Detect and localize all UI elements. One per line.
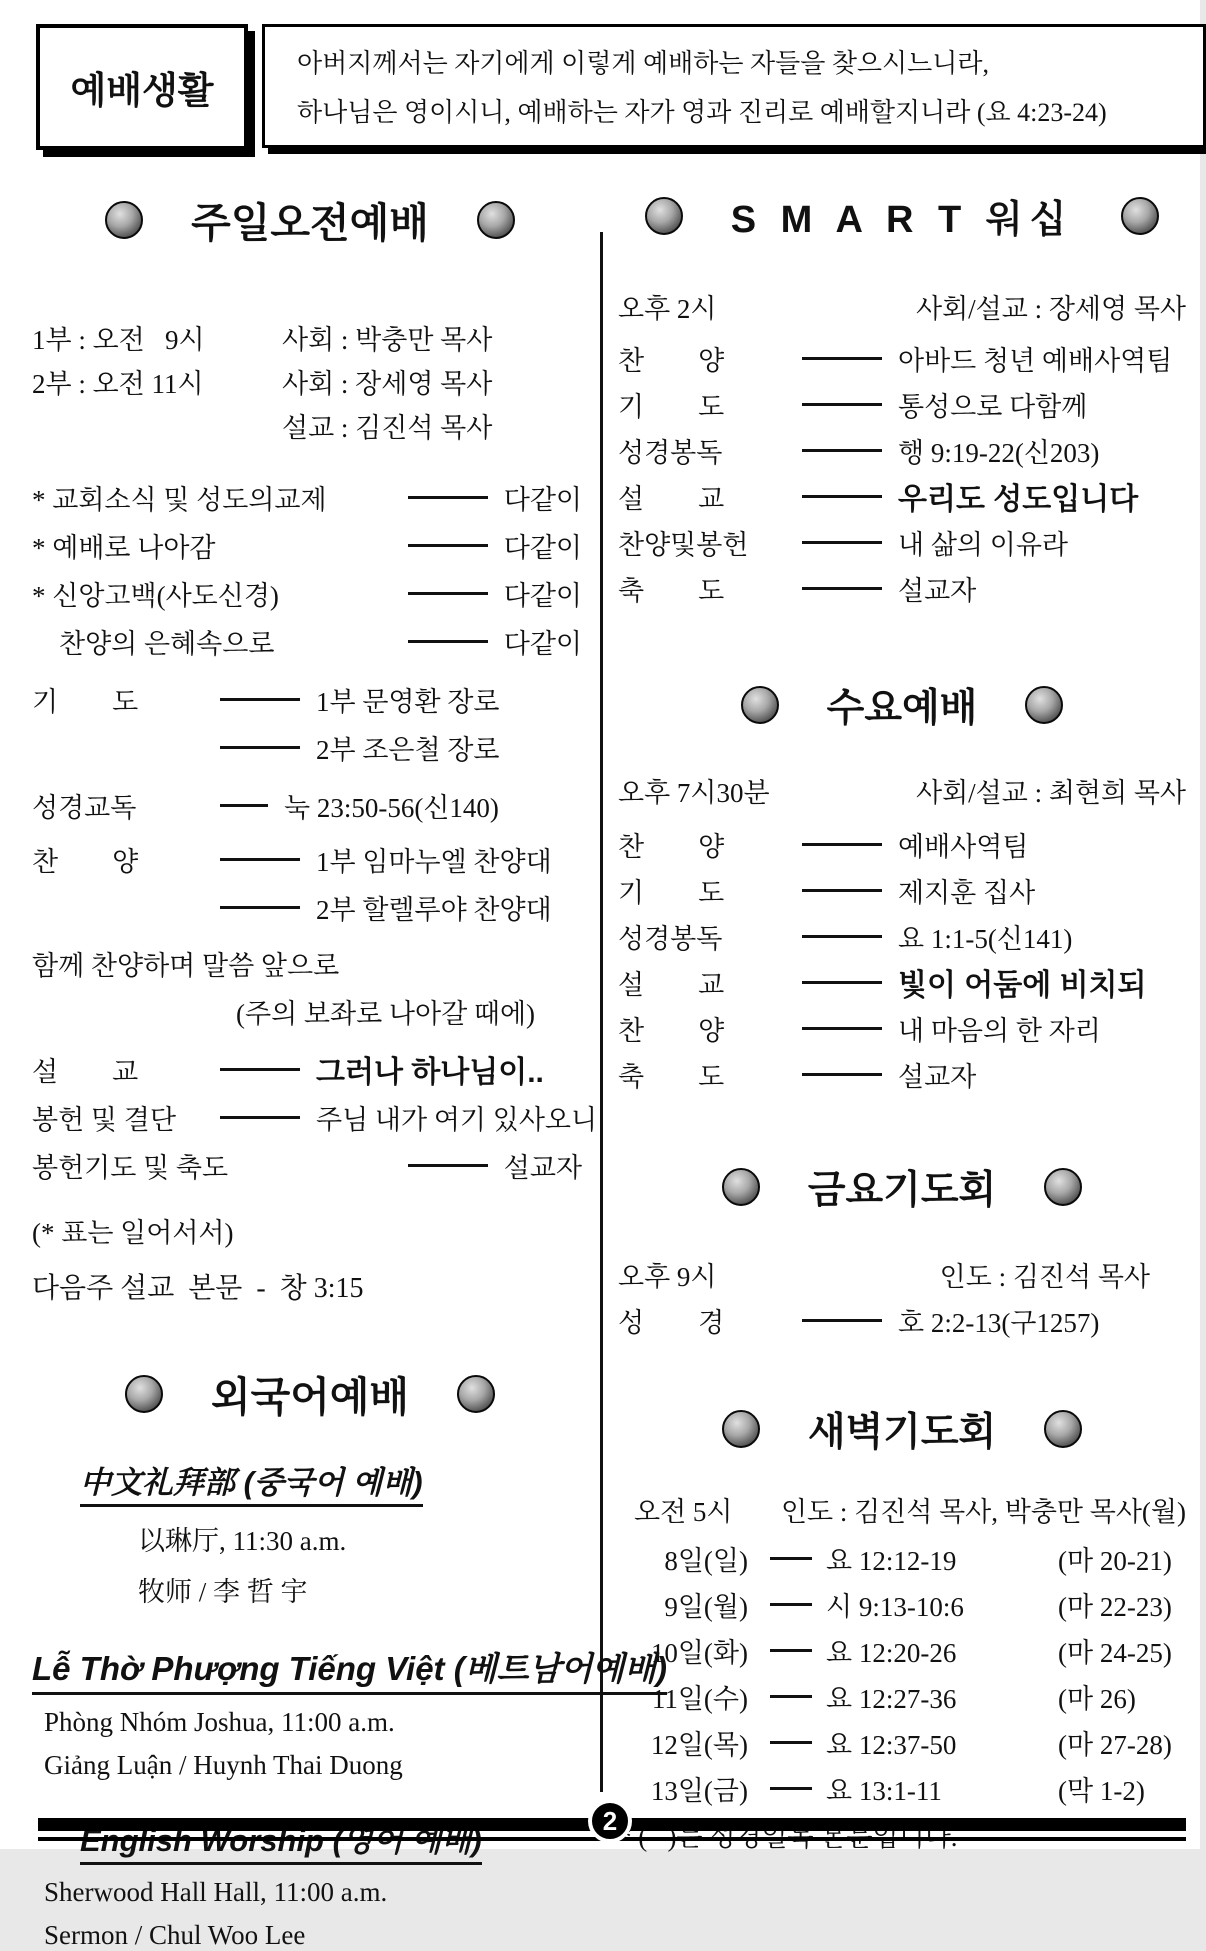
order-dash [802,935,882,938]
order-item-label: 찬 양 [618,831,725,862]
vietnamese-worship-preacher: Giảng Luận / Huynh Thai Duong [44,1750,403,1780]
order-item-label: * 교회소식 및 성도의교제 [32,484,327,515]
friday-prayer-title [618,1159,1186,1215]
order-item-label: 성경교독 [32,792,137,823]
order-dash [220,698,300,701]
bullet-ball-icon [105,201,143,239]
dawn-day-row [618,1719,1186,1765]
order-item-label: 축 도 [618,575,725,606]
column-divider [600,232,603,1792]
order-dash [770,1603,812,1606]
order-row [618,1051,1186,1097]
order-item-value: 내 마음의 한 자리 [898,1015,1101,1046]
bullet-ball-icon [1044,1168,1082,1206]
order-dash [408,640,488,643]
order-dash [802,449,882,452]
section-title-text: 수요예배 [826,687,978,730]
order-item-label: * 예배로 나아감 [32,532,216,563]
order-dash [408,544,488,547]
verse-box [262,24,1206,148]
dawn-day-row [618,1765,1186,1811]
bullet-ball-icon [722,1168,760,1206]
order-dash [802,541,882,544]
friday-time-row [618,1251,1186,1297]
dawn-reading: (마 26) [1058,1683,1136,1714]
dawn-day: 11일(수) [651,1683,748,1714]
order-item-value: 1부 임마누엘 찬양대 [316,846,552,877]
dawn-time-row [618,1487,1186,1531]
service-role: 사회 : 장세영 목사 [282,368,493,399]
order-item-value: 다같이 [503,628,582,659]
order-item-value: 행 9:19-22(신203) [898,437,1100,468]
order-dash [220,746,300,749]
order-dash [802,889,882,892]
order-row [618,1297,1186,1343]
order-item-label: 설 교 [618,483,725,514]
order-item-label: 성경봉독 [618,437,723,468]
order-item-value: 우리도 성도입니다 [898,483,1139,516]
dawn-day: 12일(목) [650,1729,748,1760]
order-row [32,1141,588,1189]
dawn-day-row [618,1673,1186,1719]
dawn-day-row [618,1535,1186,1581]
order-item-label: * 신앙고백(사도신경) [32,580,279,611]
order-row [32,1045,588,1093]
order-item-value: 설교자 [503,1152,582,1183]
order-dash [802,843,882,846]
section-title-text: 금요기도회 [807,1169,997,1212]
section-title-text: S M A R T 워십 [730,199,1074,241]
order-row [32,723,588,771]
smart-worship-title [618,188,1186,243]
order-item-value: 설교자 [898,575,977,606]
order-item-value: 빛이 어둠에 비치되 [898,969,1147,1002]
order-row [618,913,1186,959]
schedule-row [32,315,588,359]
order-dash [220,1116,300,1119]
bullet-ball-icon [125,1375,163,1413]
order-row [618,427,1186,473]
dawn-day: 13일(금) [650,1775,748,1806]
order-item-value: 2부 할렐루야 찬양대 [316,894,552,925]
order-row [618,867,1186,913]
service-time: 오전 5시 [634,1496,733,1527]
order-dash [802,1073,882,1076]
service-leader: 사회/설교 : 장세영 목사 [916,293,1186,324]
order-row [618,959,1186,1005]
section-tag-label: 예배생활 [70,70,214,111]
friday-order-list [618,1297,1186,1343]
dawn-day-row [618,1581,1186,1627]
order-item-value: 통성으로 다함께 [898,391,1088,422]
order-dash [802,1027,882,1030]
order-dash [220,804,268,807]
order-row [32,675,588,723]
chinese-worship-pastor: 牧师 / 李 哲 宇 [138,1577,308,1607]
order-dash [802,587,882,590]
section-title-text: 외국어예배 [210,1374,410,1420]
order-row [32,987,588,1035]
order-row [618,381,1186,427]
chinese-worship-place: 以琳厅, 11:30 a.m. [138,1526,347,1556]
order-dash [802,981,882,984]
order-item-label: 설 교 [618,969,725,1000]
order-row [32,1093,598,1141]
order-item-label: 기 도 [618,877,725,908]
dawn-scripture: 요 13:1-11 [826,1775,942,1806]
bullet-ball-icon [741,686,779,724]
dawn-scripture: 요 12:12-19 [826,1545,957,1576]
order-dash [802,1319,882,1322]
order-row [618,473,1186,519]
order-item-value: 다같이 [503,532,582,563]
order-item-label: 성 경 [618,1307,725,1338]
order-dash [770,1787,812,1790]
bullet-ball-icon [457,1375,495,1413]
order-row [32,781,588,829]
order-item-label: 찬양의 은혜속으로 [32,628,275,659]
right-column [618,160,1186,1854]
schedule-row [32,403,588,447]
dawn-reading: (마 20-21) [1058,1545,1172,1576]
left-column [32,160,667,1951]
order-dash [770,1695,812,1698]
order-item-label: 찬 양 [618,345,725,376]
order-row [618,335,1186,381]
order-item-value: 그러나 하나님이.. [316,1056,544,1089]
order-dash [770,1649,812,1652]
order-item-label: 기 도 [618,391,725,422]
order-row [32,617,588,665]
order-item-value: 요 1:1-5(신141) [898,923,1073,954]
order-item-value: 2부 조은철 장로 [316,734,500,765]
order-item-value: 내 삶의 이유라 [898,529,1068,560]
service-leader: 인도 : 김진석 목사, 박충만 목사(월) [780,1496,1186,1527]
foreign-worship-title [32,1364,588,1423]
bullet-ball-icon [1044,1410,1082,1448]
order-item-label: 성경봉독 [618,923,723,954]
order-item-value: 주님 내가 여기 있사오니 [316,1104,598,1135]
bullet-ball-icon [1025,686,1063,724]
schedule-row [32,359,588,403]
order-item-value: 다같이 [503,580,582,611]
bullet-ball-icon [722,1410,760,1448]
dawn-scripture: 요 12:20-26 [826,1637,957,1668]
order-dash [770,1741,812,1744]
service-time: 1부 : 오전 9시 [32,324,205,355]
order-item-label: 찬 양 [618,1015,725,1046]
order-item-value: 1부 문영환 장로 [316,686,500,717]
order-dash [802,357,882,360]
order-item-value: 눅 23:50-56(신140) [284,792,499,823]
service-leader: 인도 : 김진석 목사 [939,1261,1150,1292]
morning-schedule-list [32,315,588,447]
order-row [618,1005,1186,1051]
order-dash [220,906,300,909]
order-item-label: 설 교 [32,1056,139,1087]
section-tag-box [36,24,248,150]
order-row [32,521,588,569]
service-time: 오후 7시30분 [618,777,770,808]
order-row [32,569,588,617]
order-item-label: 함께 찬양하며 말씀 앞으로 [32,950,340,981]
order-row [618,519,1186,565]
order-row [32,883,588,931]
dawn-prayer-title [618,1401,1186,1457]
order-item-value: 아바드 청년 예배사역팀 [898,345,1173,376]
dawn-reading: (마 24-25) [1058,1637,1172,1668]
section-title-text: 새벽기도회 [807,1411,997,1454]
sunday-morning-title [32,190,588,249]
dawn-schedule-list [618,1535,1186,1811]
order-dash [220,858,300,861]
morning-order-list [32,473,598,1189]
order-item-value: 다같이 [503,484,582,515]
verse-line: 하나님은 영이시니, 예배하는 자가 영과 진리로 예배할지니라 (요 4:23-24) [297,98,1107,127]
order-item-value: 제지훈 집사 [898,877,1036,908]
dawn-scripture: 요 12:27-36 [826,1683,957,1714]
dawn-reading: (막 1-2) [1058,1775,1145,1806]
smart-time-row [618,283,1186,329]
order-row [618,821,1186,867]
service-time: 오후 2시 [618,293,717,324]
order-item-value: 예배사역팀 [898,831,1029,862]
bullet-ball-icon [1121,197,1159,235]
dawn-day-row [618,1627,1186,1673]
dawn-day: 10일(화) [650,1637,748,1668]
order-item-value: 호 2:2-13(구1257) [898,1307,1100,1338]
order-item-label: 기 도 [32,686,139,717]
order-item-value: (주의 보좌로 나아갈 때에) [236,998,536,1029]
smart-order-list [618,335,1186,611]
order-row [32,939,588,987]
order-item-label: 찬 양 [32,846,139,877]
order-dash [802,495,882,498]
dawn-scripture: 요 12:37-50 [826,1729,957,1760]
wednesday-order-list [618,821,1186,1097]
order-item-label: 봉헌 및 결단 [32,1104,176,1135]
order-row [32,835,588,883]
dawn-reading: (마 27-28) [1058,1729,1172,1760]
next-week-sermon: 다음주 설교 본문 - 창 3:15 [32,1273,364,1304]
order-dash [408,1164,488,1167]
order-dash [408,496,488,499]
service-time: 2부 : 오전 11시 [32,368,204,399]
order-dash [408,592,488,595]
chinese-worship-heading: 中文礼拜部 (중국어 예배) [80,1457,423,1507]
service-role: 설교 : 김진석 목사 [282,412,493,443]
service-time: 오후 9시 [618,1261,717,1292]
vietnamese-worship-place: Phòng Nhóm Joshua, 11:00 a.m. [44,1707,395,1737]
order-item-label: 찬양및봉헌 [618,529,749,560]
order-dash [220,1068,300,1071]
english-worship-preacher: Sermon / Chul Woo Lee [44,1920,306,1950]
order-item-value: 설교자 [898,1061,977,1092]
order-dash [802,403,882,406]
dawn-day: 8일(일) [664,1545,748,1576]
vietnamese-worship-heading: Lễ Thờ Phượng Tiếng Việt (베트남어예배) [32,1643,667,1695]
service-leader: 사회/설교 : 최현희 목사 [916,777,1186,808]
dawn-reading: (마 22-23) [1058,1591,1172,1622]
page-number-badge [588,1799,632,1843]
order-dash [770,1557,812,1560]
order-item-label: 봉헌기도 및 축도 [32,1152,229,1183]
dawn-day: 9일(월) [664,1591,748,1622]
section-title-text: 주일오전예배 [191,200,429,246]
wednesday-worship-title [618,677,1186,733]
service-role: 사회 : 박충만 목사 [282,324,493,355]
wednesday-time-row [618,767,1186,813]
order-item-label: 축 도 [618,1061,725,1092]
dawn-scripture: 시 9:13-10:6 [826,1591,964,1622]
order-row [32,473,588,521]
english-worship-place: Sherwood Hall Hall, 11:00 a.m. [44,1877,388,1907]
verse-line: 아버지께서는 자기에게 이렇게 예배하는 자들을 찾으시느니라, [297,49,990,78]
bullet-ball-icon [645,197,683,235]
bullet-ball-icon [477,201,515,239]
page-number: 2 [602,1805,618,1836]
stand-note: (* 표는 일어서서) [32,1218,234,1248]
order-row [618,565,1186,611]
